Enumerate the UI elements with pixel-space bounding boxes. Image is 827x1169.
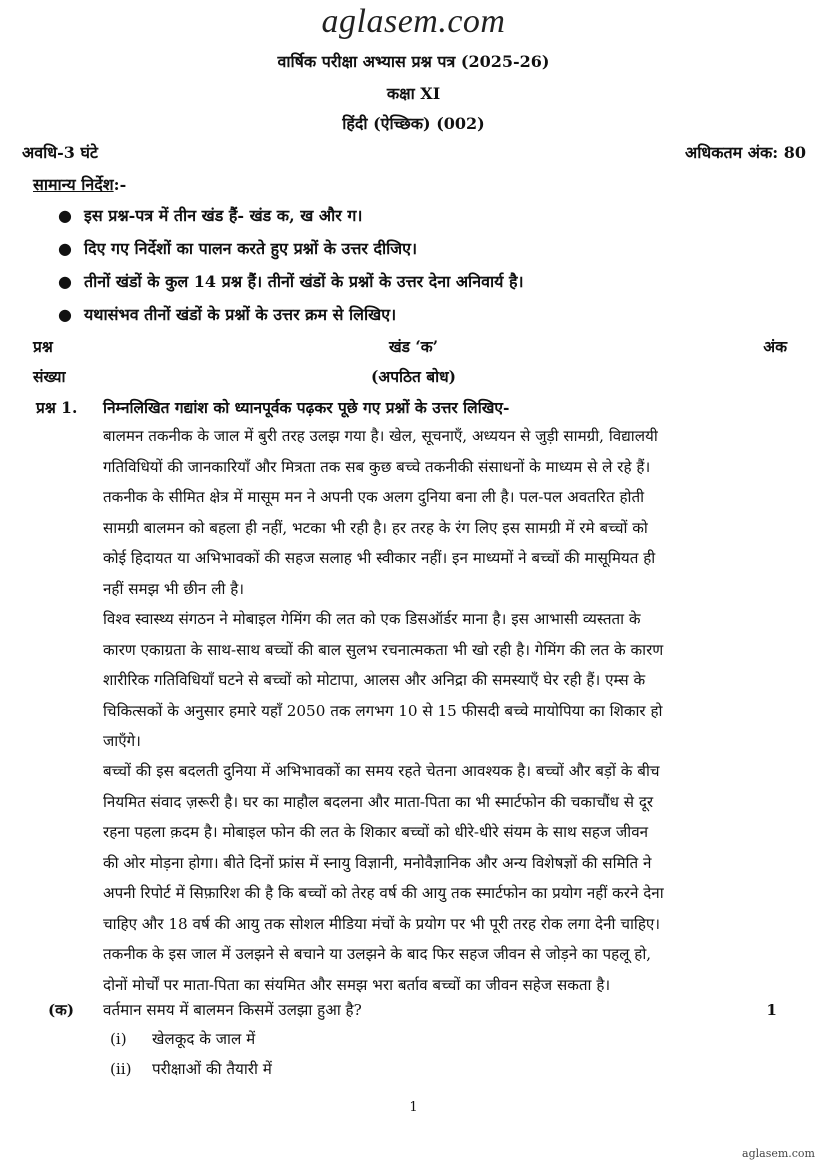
passage-line: विश्व स्वास्थ्य संगठन ने मोबाइल गेमिंग की लत को एक डिसऑर्डर माना है। इस आभासी व्यस्तता के: [103, 610, 641, 628]
passage-line: नहीं समझ भी छीन ली है।: [103, 579, 245, 598]
passage-line: कारण एकाग्रता के साथ-साथ बच्चों की बाल सुलभ रचनात्मकता भी खो रही है। गेमिंग की लत के कारण: [103, 640, 664, 659]
sub-question-label: (क): [48, 1001, 75, 1019]
passage-line: चिकित्सकों के अनुसार हमारे यहाँ 2050 तक लगभग 10 से 15 फीसदी बच्चे मायोपिया का शिकार हो: [103, 701, 663, 720]
instruction-item: [58, 237, 778, 261]
passage-paragraph-1: [103, 421, 723, 604]
question-number-label: प्रश्न: [33, 337, 53, 356]
instruction-item: [58, 270, 778, 294]
passage-line: दोनों मोर्चों पर माता-पिता का संयमित और समझ भरा बर्ताव बच्चों का जीवन सहेज सकता है।: [103, 975, 611, 994]
question-prompt: निम्नलिखित गद्यांश को ध्यानपूर्वक पढ़कर पूछे गए प्रश्नों के उत्तर लिखिए-: [103, 398, 510, 417]
sub-question-text: वर्तमान समय में बालमन किसमें उलझा हुआ है?: [103, 1001, 362, 1019]
instructions-heading-text: सामान्य निर्देश: [33, 175, 114, 194]
instruction-text: तीनों खंडों के कुल 14 प्रश्न हैं। तीनों खंडों के प्रश्नों के उत्तर देना अनिवार्य है।: [84, 272, 524, 291]
page-number: 1: [409, 1100, 418, 1115]
passage-line: अपनी रिपोर्ट में सिफ़ारिश की है कि बच्चों को तेरह वर्ष की आयु तक स्मार्टफोन का प्रयोग नहीं करने देना: [103, 884, 664, 902]
instruction-item: [58, 303, 778, 327]
instruction-text: दिए गए निर्देशों का पालन करते हुए प्रश्नों के उत्तर दीजिए।: [84, 239, 418, 258]
instruction-text: यथासंभव तीनों खंडों के प्रश्नों के उत्तर क्रम से लिखिए।: [84, 305, 397, 324]
question-number: प्रश्न 1.: [36, 398, 78, 417]
passage-line: बालमन तकनीक के जाल में बुरी तरह उलझ गया है। खेल, सूचनाएँ, अध्ययन से जुड़ी सामग्री, विद्यालयी: [103, 427, 658, 445]
passage-line: तकनीक के सीमित क्षेत्र में मासूम मन ने अपनी एक अलग दुनिया बना ली है। पल-पल अवतरित होती: [103, 488, 645, 506]
passage-line: सामग्री बालमन को बहला ही नहीं, भटका भी रही है। हर तरह के रंग लिए इस सामग्री में रमे बच्चों को: [103, 518, 648, 537]
question-number-label-2: संख्या: [33, 367, 66, 386]
bullet-icon: ●: [58, 206, 72, 225]
section-title: खंड ‘क’: [388, 337, 439, 356]
passage-line: नियमित संवाद ज़रूरी है। घर का माहौल बदलना और माता-पिता का भी स्मार्टफोन की चकाचौंध से दूर: [103, 792, 654, 811]
duration-label: अवधि-3 घंटे: [22, 143, 98, 162]
paper-title: वार्षिक परीक्षा अभ्यास प्रश्न पत्र (2025-26): [277, 52, 550, 71]
section-subtitle: (अपठित बोध): [371, 367, 456, 386]
site-logo: aglasem.com: [321, 3, 506, 40]
passage-line: रहना पहला क़दम है। मोबाइल फोन की लत के शिकार बच्चों को धीरे-धीरे संयम के साथ सहज जीवन: [103, 823, 649, 841]
bullet-icon: ●: [58, 305, 72, 324]
instruction-text: इस प्रश्न-पत्र में तीन खंड हैं- खंड क, ख और ग।: [84, 206, 363, 225]
instructions-heading-suffix: :-: [113, 175, 127, 194]
passage-line: की ओर मोड़ना होगा। बीते दिनों फ्रांस में स्नायु विज्ञानी, मनोवैज्ञानिक और अन्य विशेषज्ञों की समिति ने: [103, 853, 652, 872]
passage-paragraph-2: [103, 604, 723, 757]
passage-line: बच्चों की इस बदलती दुनिया में अभिभावकों का समय रहते चेतना आवश्यक है। बच्चों और बड़ों के बीच: [103, 762, 660, 780]
passage-line: तकनीक के इस जाल में उलझने से बचाने या उलझने के बाद फिर सहज जीवन से जोड़ने का पहलू हो,: [103, 945, 652, 963]
max-marks-label: अधिकतम अंक: 80: [684, 143, 806, 162]
passage-paragraph-3: [103, 756, 723, 1000]
sub-question-marks: 1: [766, 1001, 777, 1019]
option-text: खेलकूद के जाल में: [152, 1030, 256, 1048]
marks-column-label: अंक: [763, 337, 787, 356]
bullet-icon: ●: [58, 239, 72, 258]
bullet-icon: ●: [58, 272, 72, 291]
option-label: (i): [110, 1030, 127, 1048]
instruction-item: [58, 204, 778, 228]
passage-line: कोई हिदायत या अभिभावकों की सहज सलाह भी स्वीकार नहीं। इन माध्यमों ने बच्चों की मासूमियत ही: [103, 549, 656, 567]
class-label: कक्षा XI: [386, 84, 441, 103]
passage-line: शारीरिक गतिविधियाँ घटने से बच्चों को मोटापा, आलस और अनिद्रा की समस्याएँ घेर रही हैं। एम्स के: [103, 671, 646, 689]
passage-line: गतिविधियों की जानकारियाँ और मित्रता तक सब कुछ बच्चे तकनीकी संसाधनों के माध्यम से ले रहे हैं।: [103, 457, 651, 476]
option-text: परीक्षाओं की तैयारी में: [152, 1060, 272, 1078]
passage-line: चाहिए और 18 वर्ष की आयु तक सोशल मीडिया मंचों के प्रयोग पर भी पूरी तरह रोक लगा देनी चाहिए।: [103, 914, 661, 933]
footer-site: aglasem.com: [742, 1147, 815, 1160]
instructions-heading: [33, 173, 126, 197]
subject-label: हिंदी (ऐच्छिक) (002): [342, 114, 485, 133]
passage-line: जाएँगे।: [103, 732, 141, 750]
option-label: (ii): [110, 1060, 132, 1078]
